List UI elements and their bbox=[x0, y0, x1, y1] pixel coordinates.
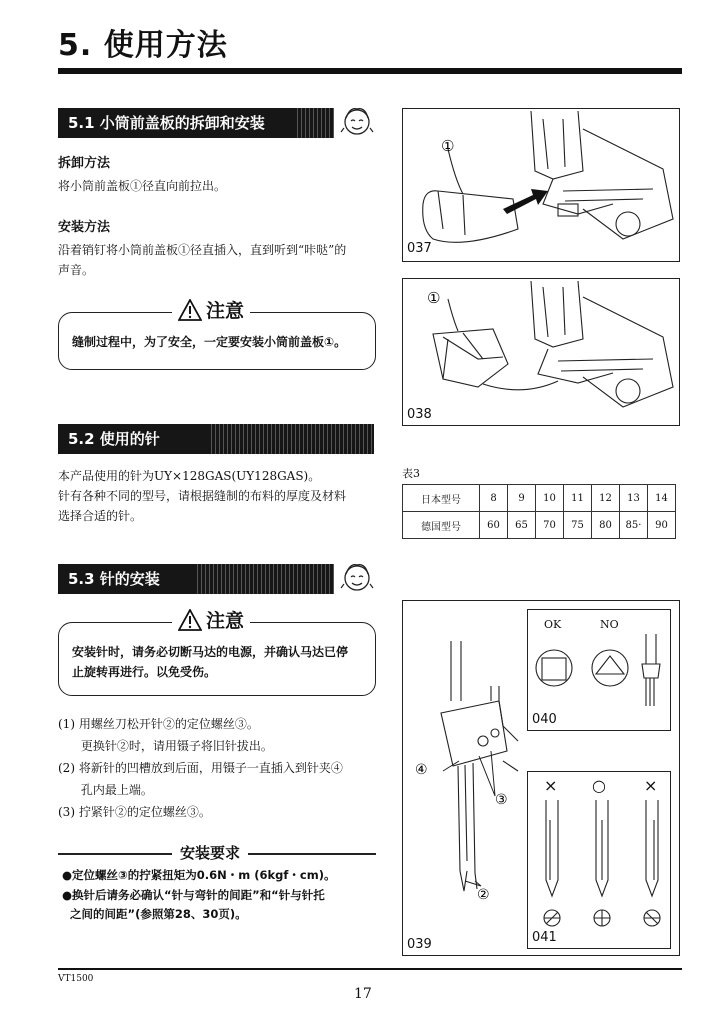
requirement-2-cont: 之间的间距”(参照第28、30页)。 bbox=[62, 907, 247, 921]
chapter-title: 5. 使用方法 bbox=[58, 28, 228, 63]
figure-label-038: 038 bbox=[407, 407, 432, 422]
section-5-2-title: 5.2 使用的针 bbox=[68, 430, 160, 448]
table-cell: 11 bbox=[564, 485, 592, 512]
step-1-note: 更换针②时，请用镊子将旧针拔出。 bbox=[58, 739, 273, 753]
table-cell: 90 bbox=[648, 512, 676, 539]
section-5-1-heading bbox=[58, 108, 334, 138]
footer-rule bbox=[58, 968, 682, 970]
table-cell: 75 bbox=[564, 512, 592, 539]
table-row bbox=[403, 512, 676, 539]
caution-title-text-2: 注意 bbox=[206, 610, 245, 632]
warning-triangle-icon bbox=[178, 609, 202, 631]
install-text-2: 声音。 bbox=[58, 263, 95, 277]
wrong-mark-1: × bbox=[544, 776, 558, 795]
callout-4: ④ bbox=[415, 762, 428, 778]
caution-title-text-1: 注意 bbox=[206, 300, 245, 322]
table-cell: 9 bbox=[508, 485, 536, 512]
caution-text-2b: 止旋转再进行。以免受伤。 bbox=[72, 665, 217, 679]
table-cell: 12 bbox=[592, 485, 620, 512]
remove-heading: 拆卸方法 bbox=[58, 156, 111, 171]
no-label: NO bbox=[600, 618, 619, 631]
front-cover-removal-illustration bbox=[403, 109, 678, 260]
remove-text: 将小筒前盖板①径直向前拉出。 bbox=[58, 179, 227, 193]
mascot-face-icon bbox=[340, 104, 374, 138]
figure-label-041: 041 bbox=[532, 930, 557, 945]
model-number: VT1500 bbox=[58, 974, 94, 984]
front-cover-installation-illustration bbox=[403, 279, 678, 424]
section-5-2-heading bbox=[58, 424, 374, 454]
needle-text-3: 选择合适的针。 bbox=[58, 509, 143, 523]
caution-title-2 bbox=[172, 606, 250, 633]
requirements-title: 安装要求 bbox=[172, 842, 248, 863]
caution-text-2a: 安装针时，请务必切断马达的电源，并确认马达已停 bbox=[72, 645, 349, 659]
figure-041 bbox=[527, 771, 671, 949]
callout-1-037: ① bbox=[441, 137, 455, 155]
table-cell: 65 bbox=[508, 512, 536, 539]
needle-clamp-illustration bbox=[403, 601, 525, 953]
wrong-mark-2: × bbox=[644, 776, 658, 795]
step-1: (1) 用螺丝刀松开针②的定位螺丝③。 bbox=[58, 717, 259, 731]
figure-label-039: 039 bbox=[407, 937, 432, 952]
caution-text-1: 缝制过程中，为了安全，一定要安装小筒前盖板①。 bbox=[72, 335, 347, 349]
callout-2: ② bbox=[477, 887, 490, 903]
table-cell: 10 bbox=[536, 485, 564, 512]
figure-038 bbox=[402, 278, 680, 426]
needle-groove-illustration bbox=[528, 800, 668, 946]
table-3-caption: 表3 bbox=[402, 467, 420, 480]
table-cell: 80 bbox=[592, 512, 620, 539]
install-text-1: 沿着销钉将小筒前盖板①径直插入，直到听到“咔哒”的 bbox=[58, 243, 347, 257]
chapter-rule bbox=[58, 68, 682, 74]
warning-triangle-icon bbox=[178, 299, 202, 321]
correct-mark: ○ bbox=[592, 776, 606, 795]
needle-text-1: 本产品使用的针为UY×128GAS(UY128GAS)。 bbox=[58, 469, 321, 483]
needle-text-2: 针有各种不同的型号，请根据缝制的布料的厚度及材料 bbox=[58, 489, 347, 503]
table-cell: 14 bbox=[648, 485, 676, 512]
requirement-2: ●换针后请务必确认“针与弯针的间距”和“针与针托 bbox=[62, 888, 325, 902]
install-heading: 安装方法 bbox=[58, 220, 111, 235]
page-number: 17 bbox=[354, 986, 372, 1002]
ok-label: OK bbox=[544, 618, 562, 631]
table-cell: 13 bbox=[620, 485, 648, 512]
table-cell: 8 bbox=[480, 485, 508, 512]
figure-040 bbox=[527, 609, 671, 731]
section-5-1-title: 5.1 小筒前盖板的拆卸和安装 bbox=[68, 114, 265, 132]
needle-size-table bbox=[402, 484, 676, 539]
mascot-face-icon bbox=[340, 560, 374, 594]
step-3: (3) 拧紧针②的定位螺丝③。 bbox=[58, 805, 211, 819]
callout-3: ③ bbox=[495, 792, 508, 808]
figure-label-037: 037 bbox=[407, 241, 432, 256]
section-5-3-heading bbox=[58, 564, 334, 594]
callout-1-038: ① bbox=[427, 289, 441, 307]
table-cell: 德国型号 bbox=[403, 512, 480, 539]
step-2-cont: 孔内最上端。 bbox=[58, 783, 153, 797]
figure-037 bbox=[402, 108, 680, 262]
table-cell: 日本型号 bbox=[403, 485, 480, 512]
requirement-1: ●定位螺丝③的拧紧扭矩为0.6N・m (6kgf・cm)。 bbox=[62, 868, 336, 882]
figure-039 bbox=[402, 600, 680, 956]
table-cell: 70 bbox=[536, 512, 564, 539]
needle-orientation-illustration bbox=[528, 634, 668, 706]
table-row bbox=[403, 485, 676, 512]
figure-label-040: 040 bbox=[532, 712, 557, 727]
table-cell: 85· bbox=[620, 512, 648, 539]
table-cell: 60 bbox=[480, 512, 508, 539]
caution-title-1 bbox=[172, 296, 250, 323]
section-5-3-title: 5.3 针的安装 bbox=[68, 570, 160, 588]
step-2: (2) 将新针的凹槽放到后面，用镊子一直插入到针夹④ bbox=[58, 761, 343, 775]
